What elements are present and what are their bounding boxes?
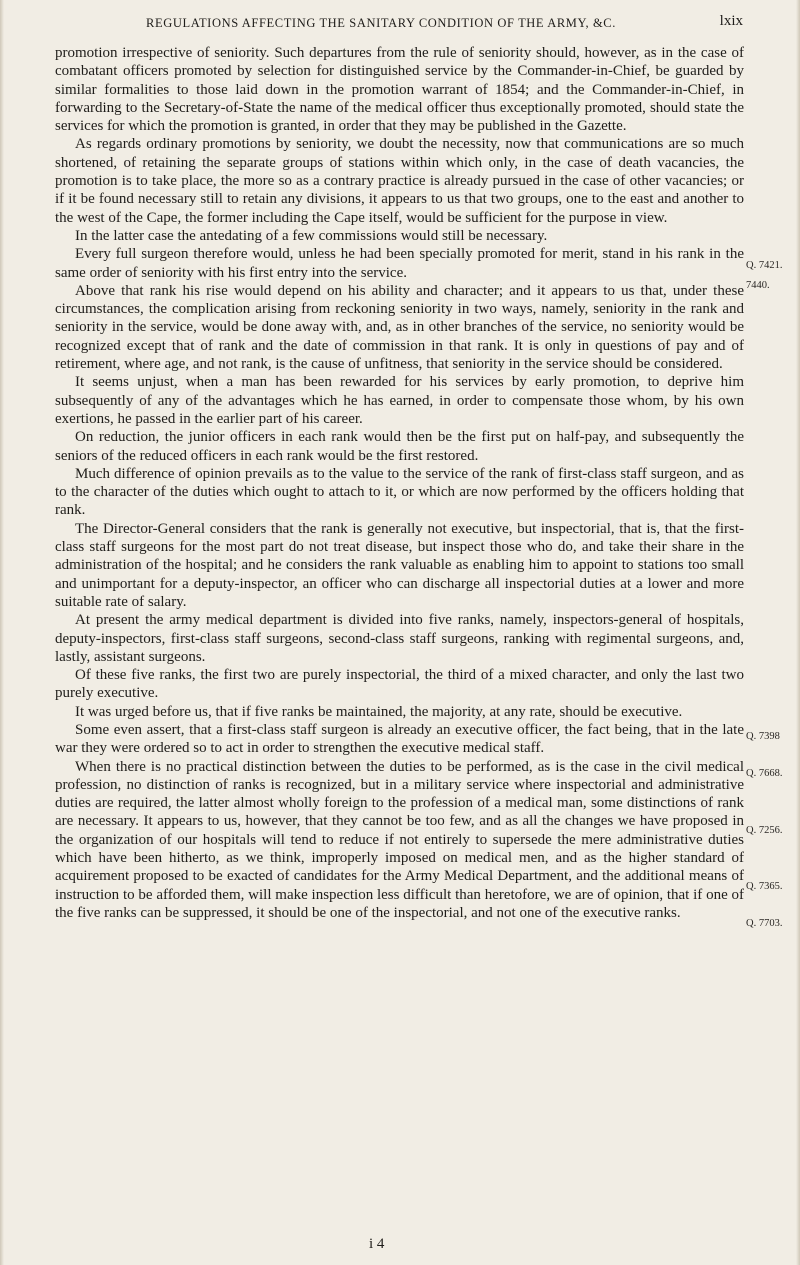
- paragraph-above-rank: Above that rank his rise would depend on his ability and character; and it appears to us that, under these circumstances, the complication arising from reckoning seniority in two ways, namely, seniority in the rank and seniority in the service, would be done away with, and, as in other branches of the service, no seniority would be recognized except that of rank and the date of commission in that rank. It is only in questions of pay and of retirement, where age, and not rank, is the cause of unfitness, that seniority in the service should be considered.: [55, 282, 744, 373]
- margin-note-q7256: Q. 7256.: [746, 825, 783, 836]
- paragraph-full-surgeon: Every full surgeon therefore would, unless he had been specially promoted for merit, stand in his rank in the same order of seniority with his first entry into the service.: [55, 246, 744, 281]
- margin-note-q7421: Q. 7421.: [746, 260, 783, 271]
- paragraph-reduction: On reduction, the junior officers in each rank would then be the first put on half-pay, and subsequently the seniors of the reduced officers in each rank would be the first restored.: [55, 429, 744, 464]
- paragraph-director-general: The Director-General considers that the rank is generally not executive, but inspectorial, that is, that the first-class staff surgeons for the most part do not treat disease, but inspect those who do, and take their share in the administration of the hospital; and he considers the rank valuable as enabling him to appoint to stations too small and unimportant for a deputy-inspector, an officer who can discharge all inspectorial duties at a lower and more suitable rate of salary.: [55, 520, 744, 610]
- margin-note-q7668: Q. 7668.: [746, 768, 783, 779]
- paragraph-inspectorial-ranks: Of these five ranks, the first two are purely inspectorial, the third of a mixed character, and only the last two purely executive.: [55, 667, 744, 702]
- margin-note-7440: 7440.: [746, 280, 770, 291]
- paragraph-no-practical-distinction: When there is no practical distinction between the duties to be performed, as is the case in the civil medical profession, no distinction of ranks is recognized, but in a military service where inspectorial and administrative duties are required, the latter almost wholly foreign to the profession of a medical man, some distinctions of rank are necessary. It appears to us, however, that they cannot be too few, and as all the changes we have proposed in the organization of our hospitals will tend to reduce if not entirely to supersede the mere administrative duties which have been hitherto, as we think, improperly imposed on medical men, and as the higher standard of acquirement proposed to be exacted of candidates for the Army Medical Department, and the additional means of instruction to be afforded them, will make inspection less difficult than heretofore, we are of opinion, that if one of the five ranks can be suppressed, it should be one of the inspectorial, and not one of the executive ranks.: [55, 758, 744, 921]
- paragraph-difference-of-opinion: Much difference of opinion prevails as to the value to the service of the rank of first-class staff surgeon, and as to the character of the duties which ought to attach to it, or which are now performed by the officers holding that rank.: [55, 465, 744, 519]
- page-number: lxix: [719, 13, 743, 29]
- paragraph-some-assert: Some even assert, that a first-class staff surgeon is already an executive officer, the fact being, that in the late war they were ordered so to act in order to strengthen the executive medical staff.: [55, 721, 744, 757]
- paragraph-five-ranks: At present the army medical department is divided into five ranks, namely, inspectors-general of hospitals, deputy-inspectors, first-class staff surgeons, second-class staff surgeons, ranking with regimental surgeons, and, lastly, assistant surgeons.: [55, 612, 744, 665]
- paragraph-unjust: It seems unjust, when a man has been rewarded for his services by early promotion, to deprive him subsequently of any of the advantages which he has earned, in order to compensate those whom, by his own exertions, he passed in the earlier part of his career.: [55, 374, 744, 427]
- margin-note-q7365: Q. 7365.: [746, 881, 783, 892]
- paragraph-ordinary-promotions: As regards ordinary promotions by seniority, we doubt the necessity, now that communications are so much shortened, of retaining the separate groups of stations within which only, in the case of death vacancies, the promotion is to take place, the more so as a contrary practice is already pursued in the case of other vacancies; or if it be found necessary still to retain any divisions, it appears to us that two groups, one to the east and another to the west of the Cape, the former including the Cape itself, would be sufficient for the purpose in view.: [55, 136, 744, 226]
- margin-note-q7703: Q. 7703.: [746, 918, 783, 929]
- margin-note-q7398: Q. 7398: [746, 731, 780, 742]
- paragraph-antedating: In the latter case the antedating of a few commissions would still be necessary.: [75, 227, 548, 244]
- signature-mark: i 4: [369, 1236, 385, 1252]
- running-header: REGULATIONS AFFECTING THE SANITARY CONDITION OF THE ARMY, &C.: [146, 16, 616, 30]
- paragraph-promotion-irrespective: promotion irrespective of seniority. Such departures from the rule of seniority should, however, as in the case of combatant officers promoted by selection for distinguished service by the Commander-in-Chief, be guarded by similar formalities to those laid down in the promotion warrant of 1854; and the Commander-in-Chief, in forwarding to the Secretary-of-State the name of the medical officer thus exceptionally promoted, should state the services for which the promotion is granted, in order that they may be published in the Gazette.: [55, 45, 744, 135]
- paragraph-majority-executive: It was urged before us, that if five ranks be maintained, the majority, at any rate, should be executive.: [75, 703, 683, 720]
